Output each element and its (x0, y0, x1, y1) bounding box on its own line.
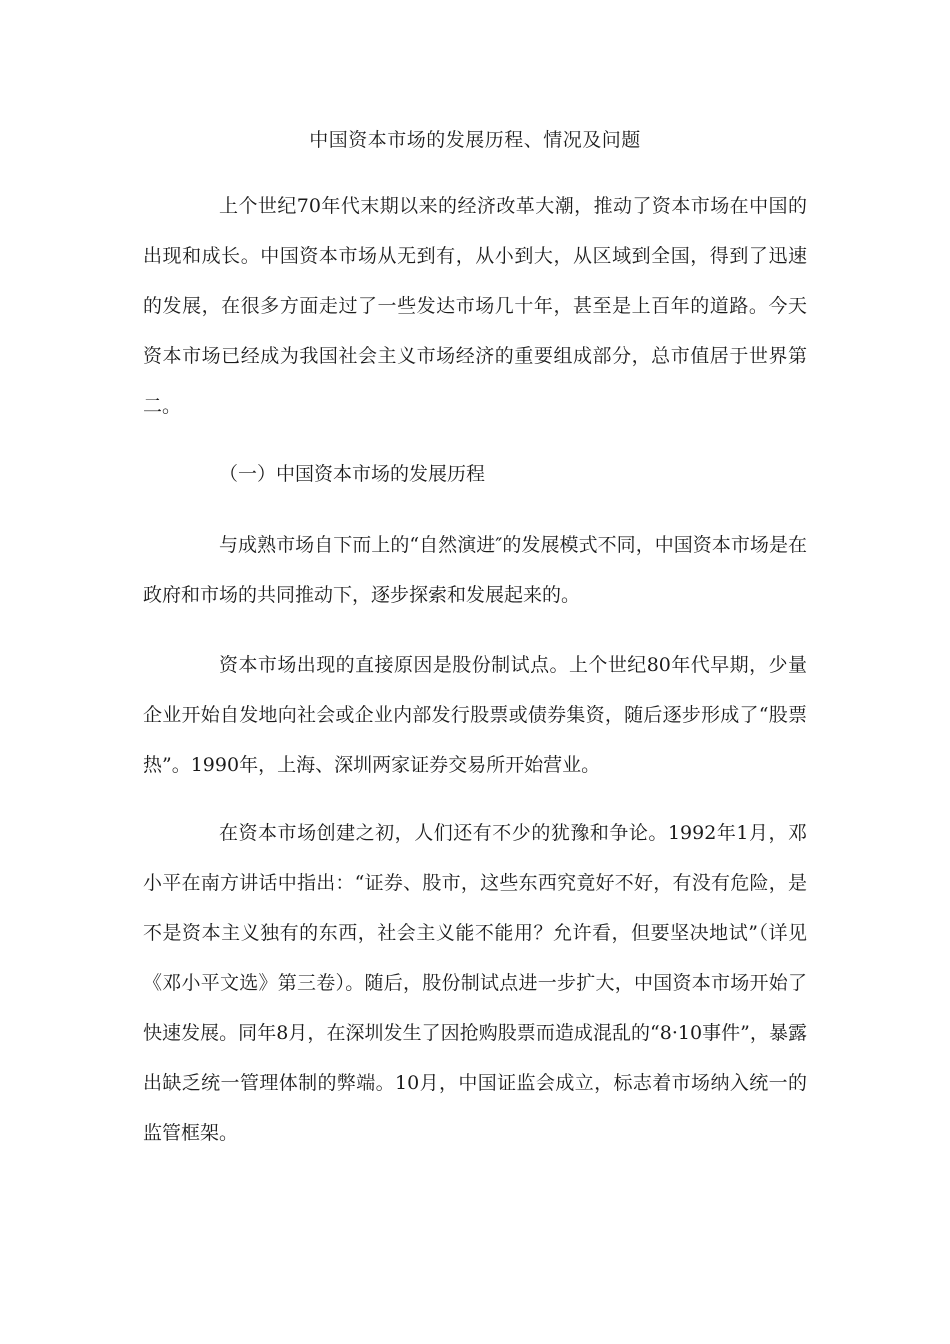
paragraph-intro: 上个世纪70年代末期以来的经济改革大潮，推动了资本市场在中国的出现和成长。中国资本市场从无到有，从小到大，从区域到全国，得到了迅速的发展，在很多方面走过了一些发达市场几十年，甚至是上百年的道路。今天资本市场已经成为我国社会主义市场经济的重要组成部分，总市值居于世界第二。 (143, 195, 807, 417)
paragraph-shareholding-pilot: 资本市场出现的直接原因是股份制试点。上个世纪80年代早期，少量企业开始自发地向社会或企业内部发行股票或债券集资，随后逐步形成了“股票热”。1990年，上海、深圳两家证券交易所开始营业。 (143, 654, 807, 776)
paragraph-early-market: 在资本市场创建之初，人们还有不少的犹豫和争论。1992年1月，邓小平在南方讲话中指出：“证券、股市，这些东西究竟好不好，有没有危险，是不是资本主义独有的东西，社会主义能不能用？允许看，但要坚决地试”（详见《邓小平文选》第三卷）。随后，股份制试点进一步扩大，中国资本市场开始了快速发展。同年8月，在深圳发生了因抢购股票而造成混乱的“8·10事件”，暴露出缺乏统一管理体制的弊端。10月，中国证监会成立，标志着市场纳入统一的监管框架。 (143, 822, 807, 1144)
section-heading-development: （一）中国资本市场的发展历程 (219, 463, 486, 485)
document-title: 中国资本市场的发展历程、情况及问题 (309, 129, 641, 151)
paragraph-development-model: 与成熟市场自下而上的“自然演进″的发展模式不同，中国资本市场是在政府和市场的共同推动下，逐步探索和发展起来的。 (143, 534, 807, 606)
